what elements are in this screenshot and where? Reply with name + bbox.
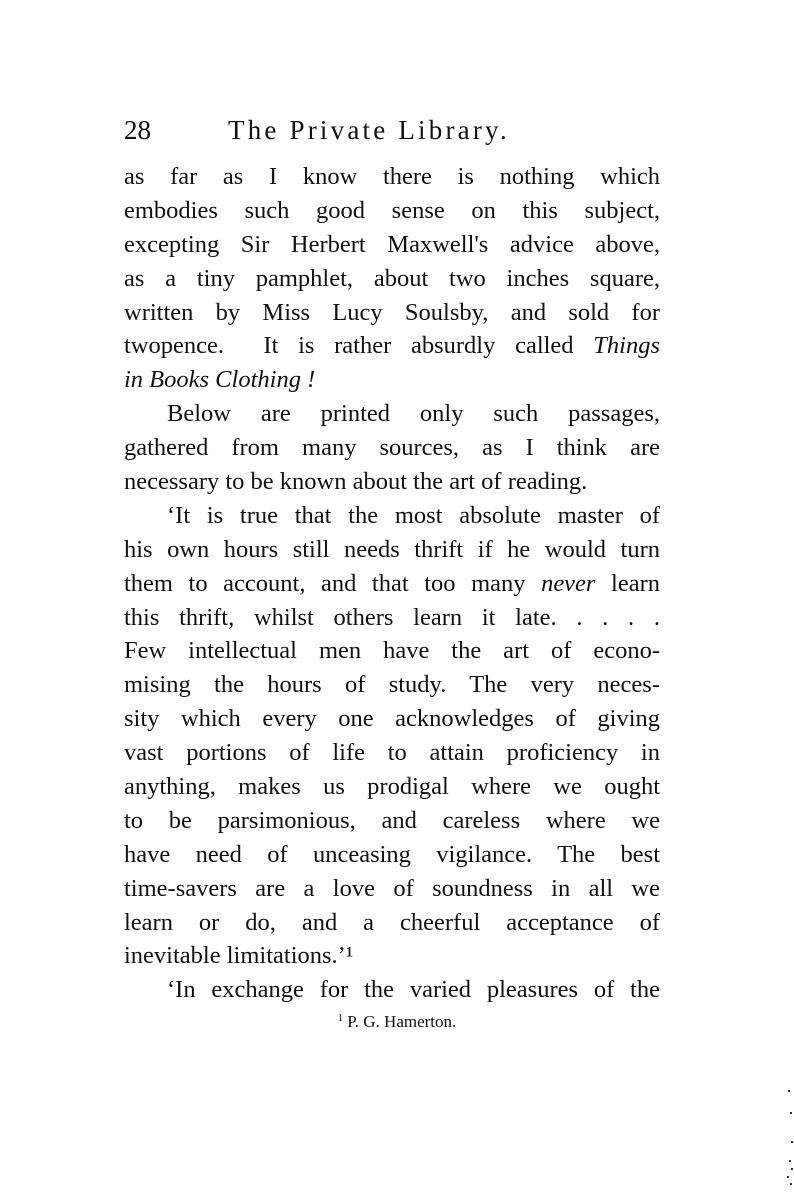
scan-speck xyxy=(791,1141,793,1143)
line-text: written by Miss Lucy Soulsby, and sold for xyxy=(124,298,660,326)
page-number: 28 xyxy=(124,115,151,145)
text-line xyxy=(124,397,660,431)
line-text: learn or do, and a cheerful acceptance of xyxy=(124,908,660,936)
line-text: as far as I know there is nothing which xyxy=(124,163,660,190)
text-line xyxy=(124,770,660,804)
text-line xyxy=(124,465,660,499)
text-line xyxy=(124,906,660,940)
line-text: vast portions of life to attain proficiency in xyxy=(124,739,660,767)
text-line xyxy=(124,431,660,465)
line-text: as a tiny pamphlet, about two inches square, xyxy=(124,264,660,292)
line-text: twopence. It is rather absurdly called xyxy=(124,332,594,360)
text-line xyxy=(124,939,660,973)
text-line xyxy=(124,262,660,296)
line-text: them to account, and that too many xyxy=(124,569,542,597)
line-text: necessary to be known about the art of reading. xyxy=(124,468,588,496)
scan-speck xyxy=(791,1168,793,1170)
text-line xyxy=(124,567,660,601)
line-text: anything, makes us prodigal where we ought xyxy=(124,773,660,801)
text-line xyxy=(124,838,660,872)
line-text: his own hours still needs thrift if he would turn xyxy=(124,535,660,563)
text-line xyxy=(124,804,660,838)
line-text: have need of unceasing vigilance. The best xyxy=(124,840,660,868)
running-title: The Private Library. xyxy=(228,115,510,145)
line-text: embodies such good sense on this subject, xyxy=(124,196,660,224)
scan-speck xyxy=(787,1176,789,1178)
text-line xyxy=(124,601,660,635)
line-text: gathered from many sources, as I think are xyxy=(124,434,660,462)
text-line xyxy=(124,296,660,330)
text-line xyxy=(124,363,660,397)
footnote-marker: 1 xyxy=(337,1012,344,1024)
text-line xyxy=(124,228,660,262)
italic-text: Things xyxy=(593,332,660,360)
line-text: time-savers are a love of soundness in all we xyxy=(124,874,660,902)
scan-speck xyxy=(790,1112,792,1114)
line-text: sity which every one acknowledges of giving xyxy=(124,705,660,733)
text-line xyxy=(124,973,660,1007)
text-line xyxy=(124,533,660,567)
italic-text: in Books Clothing ! xyxy=(124,366,316,394)
text-line xyxy=(124,634,660,668)
body-text xyxy=(124,160,660,1007)
scan-speck xyxy=(789,1160,791,1162)
italic-text: never xyxy=(541,569,596,597)
line-text: excepting Sir Herbert Maxwell's advice above, xyxy=(124,230,660,258)
line-text: Few intellectual men have the art of econo- xyxy=(124,637,660,665)
line-text: ‘It is true that the most absolute master of xyxy=(167,501,660,529)
line-text: to be parsimonious, and careless where we xyxy=(124,806,660,834)
text-line xyxy=(124,194,660,228)
text-line xyxy=(124,872,660,906)
running-head xyxy=(124,112,664,148)
scan-speck xyxy=(790,1183,792,1185)
line-text: learn xyxy=(595,569,660,597)
line-text: this thrift, whilst others learn it late. . . . . xyxy=(124,603,660,631)
footnote xyxy=(0,1011,794,1033)
text-line xyxy=(124,702,660,736)
line-text: inevitable limitations.’¹ xyxy=(124,942,354,970)
text-line xyxy=(124,499,660,533)
text-line xyxy=(124,736,660,770)
footnote-text: P. G. Hamerton. xyxy=(347,1012,457,1031)
text-line xyxy=(124,668,660,702)
line-text: ‘In exchange for the varied pleasures of the xyxy=(167,976,660,1004)
line-text: mising the hours of study. The very neces- xyxy=(124,671,660,699)
text-line xyxy=(124,329,660,363)
line-text: Below are printed only such passages, xyxy=(167,400,660,428)
text-line xyxy=(124,160,660,194)
scan-speck xyxy=(788,1090,790,1092)
